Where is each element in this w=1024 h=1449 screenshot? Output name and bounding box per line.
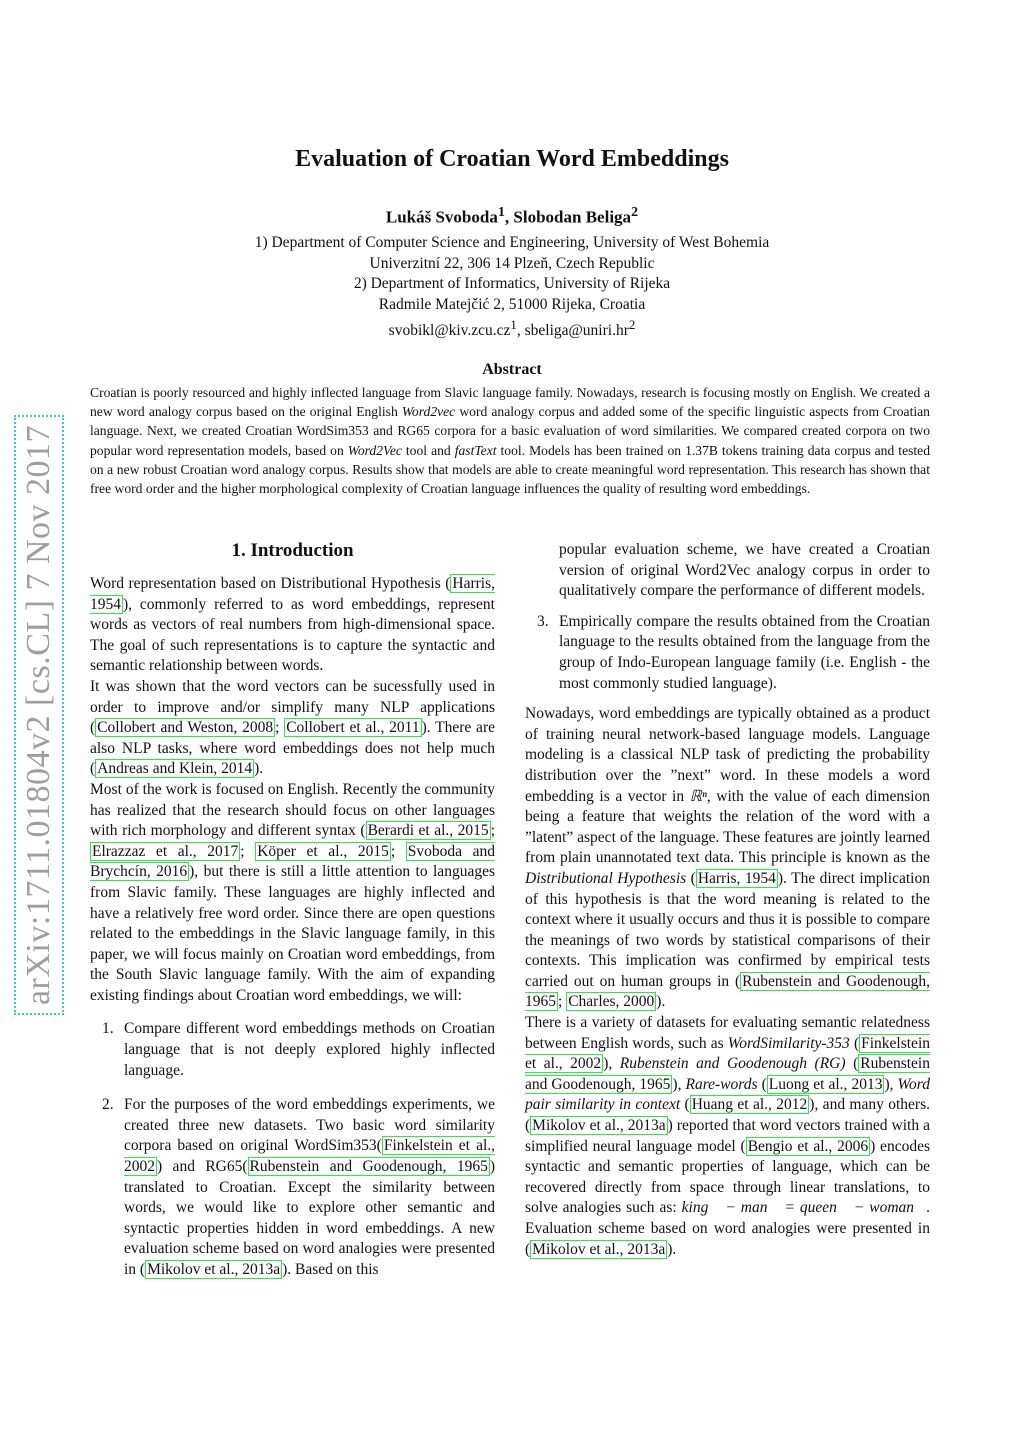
text-part: Nowadays, word embeddings are typically obtained as a product of training neural network-based language models. Language modeling is a classical NLP task of predicting the probability distribution over the ”next” word. In these models a word embedding is a vector in [525, 705, 930, 805]
affiliation-line: Radmile Matejčić 2, 51000 Rijeka, Croatia [378, 295, 646, 313]
email-line [0, 315, 1024, 342]
text-part: ). The direct implication of this hypothesis is that the word meaning is related to the context where it usually occurs and thus it is possible to compare the meanings of two words by statistical comparisons of their contexts. This implication was confirmed by empirical tests carried out on human groups in ( [525, 869, 930, 990]
text-part: There is a variety of datasets for evaluating semantic relatedness between English words, such as [525, 1014, 930, 1052]
list-item [525, 612, 930, 694]
abstract-term: Word2Vec [347, 442, 402, 458]
author-1-affil: 1 [497, 204, 505, 220]
author-separator: , [504, 207, 514, 227]
citation-link[interactable]: Rubenstein and Goodenough, 1965 [249, 1158, 488, 1176]
text-part: ( [757, 1075, 767, 1093]
list-text: popular evaluation scheme, we have created a Croatian version of original Word2Vec analogy corpus in order to qualitatively compare the performance of different models. [559, 541, 930, 600]
arxiv-stamp-text: arXiv:1711.01804v2 [cs.CL] 7 Nov 2017 [20, 424, 58, 1006]
email-separator: , [516, 322, 525, 340]
contribution-list [90, 1019, 495, 1280]
citation-link[interactable]: Finkelstein et al., 2002 [124, 1137, 495, 1176]
citation-link[interactable]: Mikolov et al., 2013a [147, 1261, 281, 1278]
author-2-affil: 2 [631, 204, 639, 220]
text-part: ; [275, 719, 285, 737]
paper-title: Evaluation of Croatian Word Embeddings [295, 146, 729, 172]
citation-link[interactable]: Collobert and Weston, 2008 [97, 719, 274, 737]
list-text: Empirically compare the results obtained from the Croatian language to the results obtained from the language from the group of Indo-European language family (i.e. English - the most commonly studied language). [559, 612, 930, 692]
abstract-text [90, 383, 930, 498]
citation-link[interactable]: Harris, 1954 [697, 869, 776, 887]
citation-link[interactable]: Köper et al., 2015 [257, 842, 389, 860]
intro-paragraph-2 [90, 677, 495, 780]
text-part: ). There are also NLP tasks, where word embeddings does not help much ( [90, 719, 495, 778]
email-1-affil: 1 [510, 317, 517, 333]
citation-link[interactable]: Harris, 1954 [90, 575, 495, 613]
email-1[interactable]: svobikl@kiv.zcu.cz [388, 322, 511, 340]
citation-link[interactable]: Charles, 2000 [568, 993, 655, 1011]
citation-link[interactable]: Svoboda and Brychcín, 2016 [90, 842, 496, 881]
text-part: ) reported that word vectors trained with a simplified neural language model ( [525, 1117, 930, 1155]
text-part: ( [686, 869, 696, 887]
text-part: ( [849, 1034, 860, 1052]
citation-link[interactable]: Finkelstein et al., 2002 [525, 1034, 930, 1073]
list-number: 2. [102, 1096, 114, 1114]
abstract-term: fastText [454, 442, 497, 458]
text-part: ), [672, 1075, 686, 1093]
text-part: ). [254, 760, 264, 778]
citation-link[interactable]: Huang et al., 2012 [691, 1096, 808, 1114]
text-part: , with the value of each dimension being a feature that weights the relation of the word with a ”latent” aspect of the language. These features are jointly learned from plain unannotated text data. This principle is known as the [525, 787, 930, 867]
affiliation-line: 2) Department of Informatics, University of Rijeka [353, 275, 671, 293]
citation-link[interactable]: Luong et al., 2013 [768, 1075, 883, 1093]
text-part: ). [667, 1240, 677, 1258]
list-text: Compare different word embeddings methods on Croatian language that is not deeply explored highly inflected language. [124, 1020, 495, 1079]
text-part: ), and many others. ( [525, 1096, 930, 1135]
emphasized-term: Rubenstein and Goodenough (RG) [619, 1055, 846, 1073]
list-text: For the purposes of the word embeddings experiments, we created three new datasets. Two basic word similarity corpora based on original WordSim353( [124, 1096, 495, 1155]
text-part: ( [680, 1096, 690, 1114]
citation-link[interactable]: Berardi et al., 2015 [367, 822, 489, 840]
abstract-part: tool. Models has been trained on 1.37B tokens training data corpus and tested on a new robust Croatian word analogy corpus. Results show that models are able to create meaningful word representation. This research has shown that free word order and the higher morphological complexity of Croatian language influences the quality of resulting word embeddings. [90, 442, 930, 497]
list-text: ) translated to Croatian. Except the similarity between words, we would like to explore other semantic and syntactic properties hidden in word embeddings. A new evaluation scheme based on word analogies were presented in ( [124, 1158, 495, 1278]
abstract-heading: Abstract [482, 361, 542, 378]
text-part: Most of the work is focused on English. Recently the community has realized that the research should focus on other languages with rich morphology and different syntax ( [90, 780, 495, 840]
emphasized-term: Distributional Hypothesis [525, 869, 687, 887]
citation-link[interactable]: Collobert et al., 2011 [286, 719, 420, 737]
affiliations [0, 233, 1024, 342]
emphasized-term: Rare-words [685, 1075, 758, 1093]
text-part: ( [845, 1055, 859, 1073]
intro-paragraph-4 [525, 704, 930, 1013]
author-line [0, 204, 1024, 228]
text-part: ; [490, 822, 495, 840]
text-part: ), but there is still a little attention to languages from Slavic family. These languages are highly inflected and have a relatively free word order. Since there are open questions related to the embeddings in the Slavic language family, in this paper, we will focus mainly on Croatian word embeddings, from the South Slavic language family. With the aim of expanding existing findings about Croatian word embeddings, we will: [90, 863, 495, 1004]
intro-paragraph-1 [90, 574, 495, 677]
citation-link[interactable]: Andreas and Klein, 2014 [97, 760, 253, 778]
abstract-part: tool and [401, 442, 455, 458]
citation-link[interactable]: Bengio et al., 2006 [747, 1137, 869, 1155]
text-part: ; [558, 993, 567, 1011]
citation-link[interactable]: Elrazzaz et al., 2017 [92, 842, 239, 860]
citation-link[interactable]: Rubenstein and Goodenough, 1965 [525, 1055, 930, 1093]
affiliation-line: 1) Department of Computer Science and Engineering, University of West Bohemia [254, 234, 770, 251]
intro-paragraph-3 [90, 780, 495, 1007]
email-2-affil: 2 [628, 317, 636, 333]
text-part: ) encodes syntactic and semantic properties of language, which can be recovered directly from space through linear translations, to solve analogies such as: [525, 1137, 930, 1217]
text-part: ; [390, 842, 406, 860]
abstract-term: Word2vec [401, 404, 456, 420]
email-2[interactable]: sbeliga@uniri.hr [524, 322, 629, 340]
math-equation: king⃗ − man⃗ = queen⃗ − woman⃗ [681, 1199, 927, 1217]
citation-link[interactable]: Rubenstein and Goodenough, 1965 [525, 972, 930, 1011]
citation-link[interactable]: Mikolov et al., 2013a [532, 1240, 666, 1258]
contribution-list-continued [525, 540, 930, 694]
author-2: Slobodan Beliga [513, 207, 632, 227]
list-item [90, 1095, 495, 1280]
list-item-continued [525, 540, 930, 602]
list-number: 3. [537, 612, 549, 630]
text-part: ). [656, 993, 666, 1011]
text-part: It was shown that the word vectors can be sucessfully used in order to improve and/or simplify many NLP applications ( [90, 677, 495, 737]
list-text: ) and RG65( [157, 1158, 248, 1176]
text-part: ; [240, 842, 256, 860]
abstract-part: word analogy corpus and added some of the specific linguistic aspects from Croatian language. Next, we created Croatian WordSim353 and RG65 corpora for a basic evaluation of word similarities. We compared created corpora on two popular word representation models, based on [90, 404, 930, 458]
list-number: 1. [102, 1020, 114, 1038]
list-item [90, 1019, 495, 1081]
math-expression: ℝⁿ [689, 787, 707, 805]
text-part: ), commonly referred to as word embeddings, represent words as vectors of real numbers from high-dimensional space. The goal of such representations is to capture the syntactic and semantic relationship between words. [90, 595, 495, 675]
affiliation-line: Univerzitní 22, 306 14 Plzeň, Czech Republic [369, 254, 655, 272]
intro-paragraph-5 [525, 1013, 930, 1260]
author-1: Lukáš Svoboda [385, 207, 498, 227]
section-heading-introduction: 1. Introduction [231, 540, 354, 561]
text-part: Word representation based on Distributional Hypothesis ( [90, 575, 451, 592]
arxiv-stamp[interactable] [14, 415, 64, 1015]
abstract-part: Croatian is poorly resourced and highly inflected language from Slavic language family. Nowadays, research is focusing mostly on English. We created a new word analogy corpus based on the original English [90, 385, 930, 420]
text-part: ), [884, 1075, 898, 1093]
text-part: ), [603, 1055, 620, 1073]
right-column [525, 540, 930, 1260]
emphasized-term: WordSimilarity-353 [727, 1034, 850, 1052]
emphasized-term: Word pair similarity in context [525, 1075, 930, 1114]
citation-link[interactable]: Mikolov et al., 2013a [532, 1117, 666, 1135]
left-column [90, 540, 495, 1281]
text-part: . Evaluation scheme based on word analogies were presented in ( [525, 1199, 930, 1258]
list-text: ). Based on this [282, 1261, 379, 1278]
